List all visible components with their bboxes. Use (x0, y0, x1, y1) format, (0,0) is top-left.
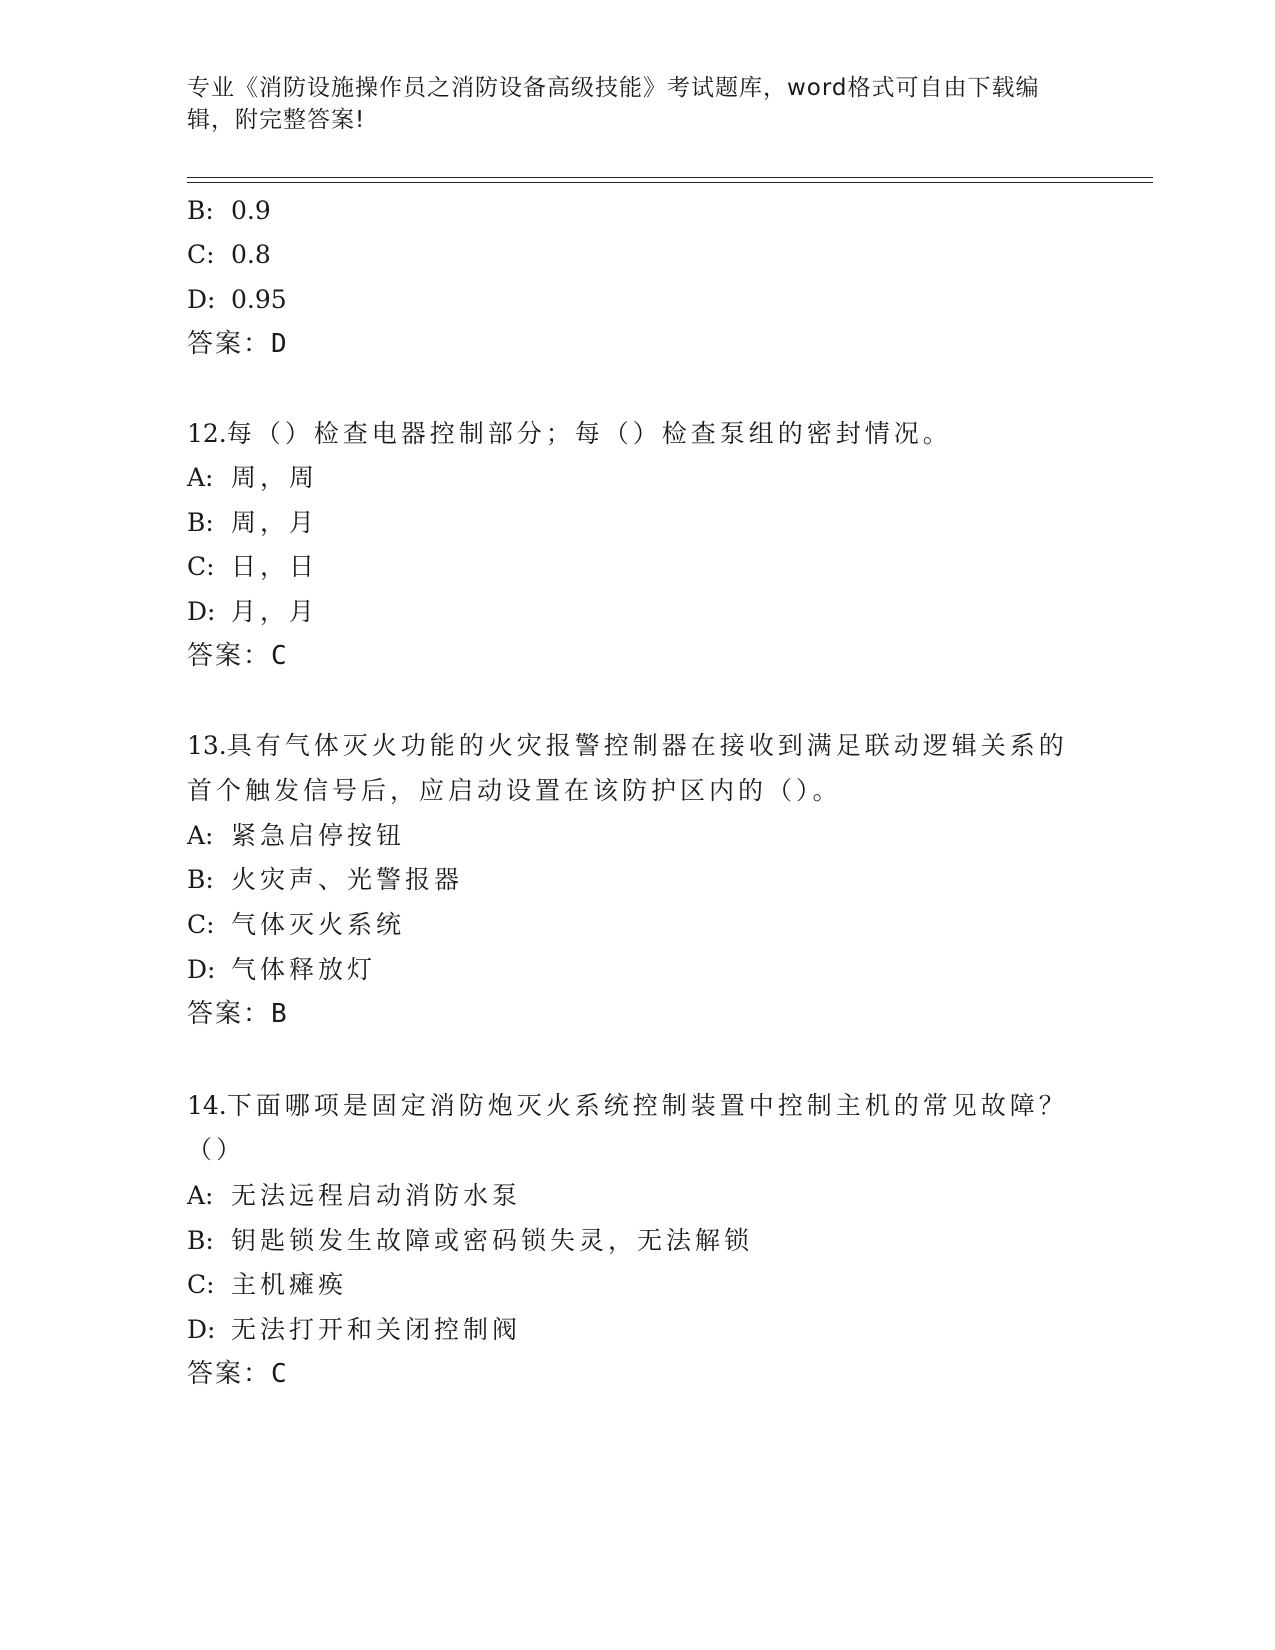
option-text: 火灾声、光警报器 (231, 865, 464, 894)
option-text: 主机瘫痪 (231, 1270, 348, 1299)
header-divider-bottom (187, 182, 1153, 183)
q13-option-b (187, 864, 463, 896)
option-label: A: (187, 463, 214, 492)
q12-answer (187, 640, 289, 672)
question-number: 14. (187, 1091, 227, 1120)
q12-stem (187, 418, 952, 450)
option-text: 月，月 (231, 597, 319, 626)
answer-value: C (271, 1359, 289, 1389)
q11-option-b (187, 195, 271, 227)
option-text: 周，周 (231, 463, 319, 492)
q14-stem-line-1 (187, 1090, 1068, 1122)
question-text: 首个触发信号后，应启动设置在该防护区内的（）。 (187, 776, 842, 805)
option-text: 紧急启停按钮 (231, 821, 406, 850)
q14-option-d (187, 1314, 521, 1346)
answer-value: D (271, 329, 289, 359)
question-number: 13. (187, 731, 227, 760)
answer-value: B (271, 999, 289, 1029)
q14-option-c (187, 1269, 347, 1301)
option-label: A: (187, 821, 214, 850)
option-text: 无法打开和关闭控制阀 (231, 1315, 522, 1344)
question-number: 12. (187, 419, 227, 448)
q14-stem-line-2 (187, 1134, 245, 1166)
option-text: 0.95 (231, 285, 287, 314)
q12-option-a (187, 462, 318, 494)
answer-label: 答案： (187, 641, 272, 671)
option-label: D: (187, 597, 216, 626)
document-header (187, 72, 1087, 136)
q11-answer (187, 328, 289, 360)
q13-option-a (187, 820, 405, 852)
q12-option-c (187, 551, 318, 583)
q14-option-a (187, 1180, 521, 1212)
option-label: B: (187, 508, 214, 537)
header-divider-top (187, 177, 1153, 178)
answer-label: 答案： (187, 329, 272, 359)
q14-answer (187, 1358, 289, 1390)
header-line-1: 专业《消防设施操作员之消防设备高级技能》考试题库，word格式可自由下载编 (187, 75, 1040, 101)
option-text: 气体灭火系统 (231, 910, 406, 939)
q13-option-c (187, 909, 405, 941)
q12-option-d (187, 596, 318, 628)
q12-option-b (187, 507, 318, 539)
q13-answer (187, 998, 289, 1030)
q13-stem-line-2 (187, 775, 842, 807)
answer-value: C (271, 641, 289, 671)
option-text: 钥匙锁发生故障或密码锁失灵，无法解锁 (231, 1226, 754, 1255)
answer-label: 答案： (187, 999, 272, 1029)
option-label: C: (187, 1270, 215, 1299)
header-line-2: 辑，附完整答案! (187, 107, 366, 133)
option-label: C: (187, 240, 215, 269)
option-text: 周，月 (231, 508, 319, 537)
q13-stem-line-1 (187, 730, 1068, 762)
option-text: 无法远程启动消防水泵 (231, 1181, 522, 1210)
option-label: B: (187, 196, 214, 225)
option-text: 0.9 (231, 196, 271, 225)
answer-label: 答案： (187, 1359, 272, 1389)
q11-option-c (187, 239, 271, 271)
q13-option-d (187, 954, 376, 986)
q11-option-d (187, 284, 287, 316)
option-label: C: (187, 552, 215, 581)
question-text: （） (187, 1135, 246, 1164)
question-text: 每（）检查电器控制部分；每（）检查泵组的密封情况。 (226, 419, 952, 448)
option-text: 0.8 (231, 240, 271, 269)
option-label: C: (187, 910, 215, 939)
option-label: B: (187, 865, 214, 894)
q14-option-b (187, 1225, 753, 1257)
option-text: 气体释放灯 (231, 955, 377, 984)
question-text: 具有气体灭火功能的火灾报警控制器在接收到满足联动逻辑关系的 (226, 731, 1068, 760)
option-label: D: (187, 1315, 216, 1344)
option-label: D: (187, 955, 216, 984)
question-text: 下面哪项是固定消防炮灭火系统控制装置中控制主机的常见故障？ (226, 1091, 1068, 1120)
option-text: 日，日 (231, 552, 319, 581)
option-label: B: (187, 1226, 214, 1255)
option-label: A: (187, 1181, 214, 1210)
option-label: D: (187, 285, 216, 314)
